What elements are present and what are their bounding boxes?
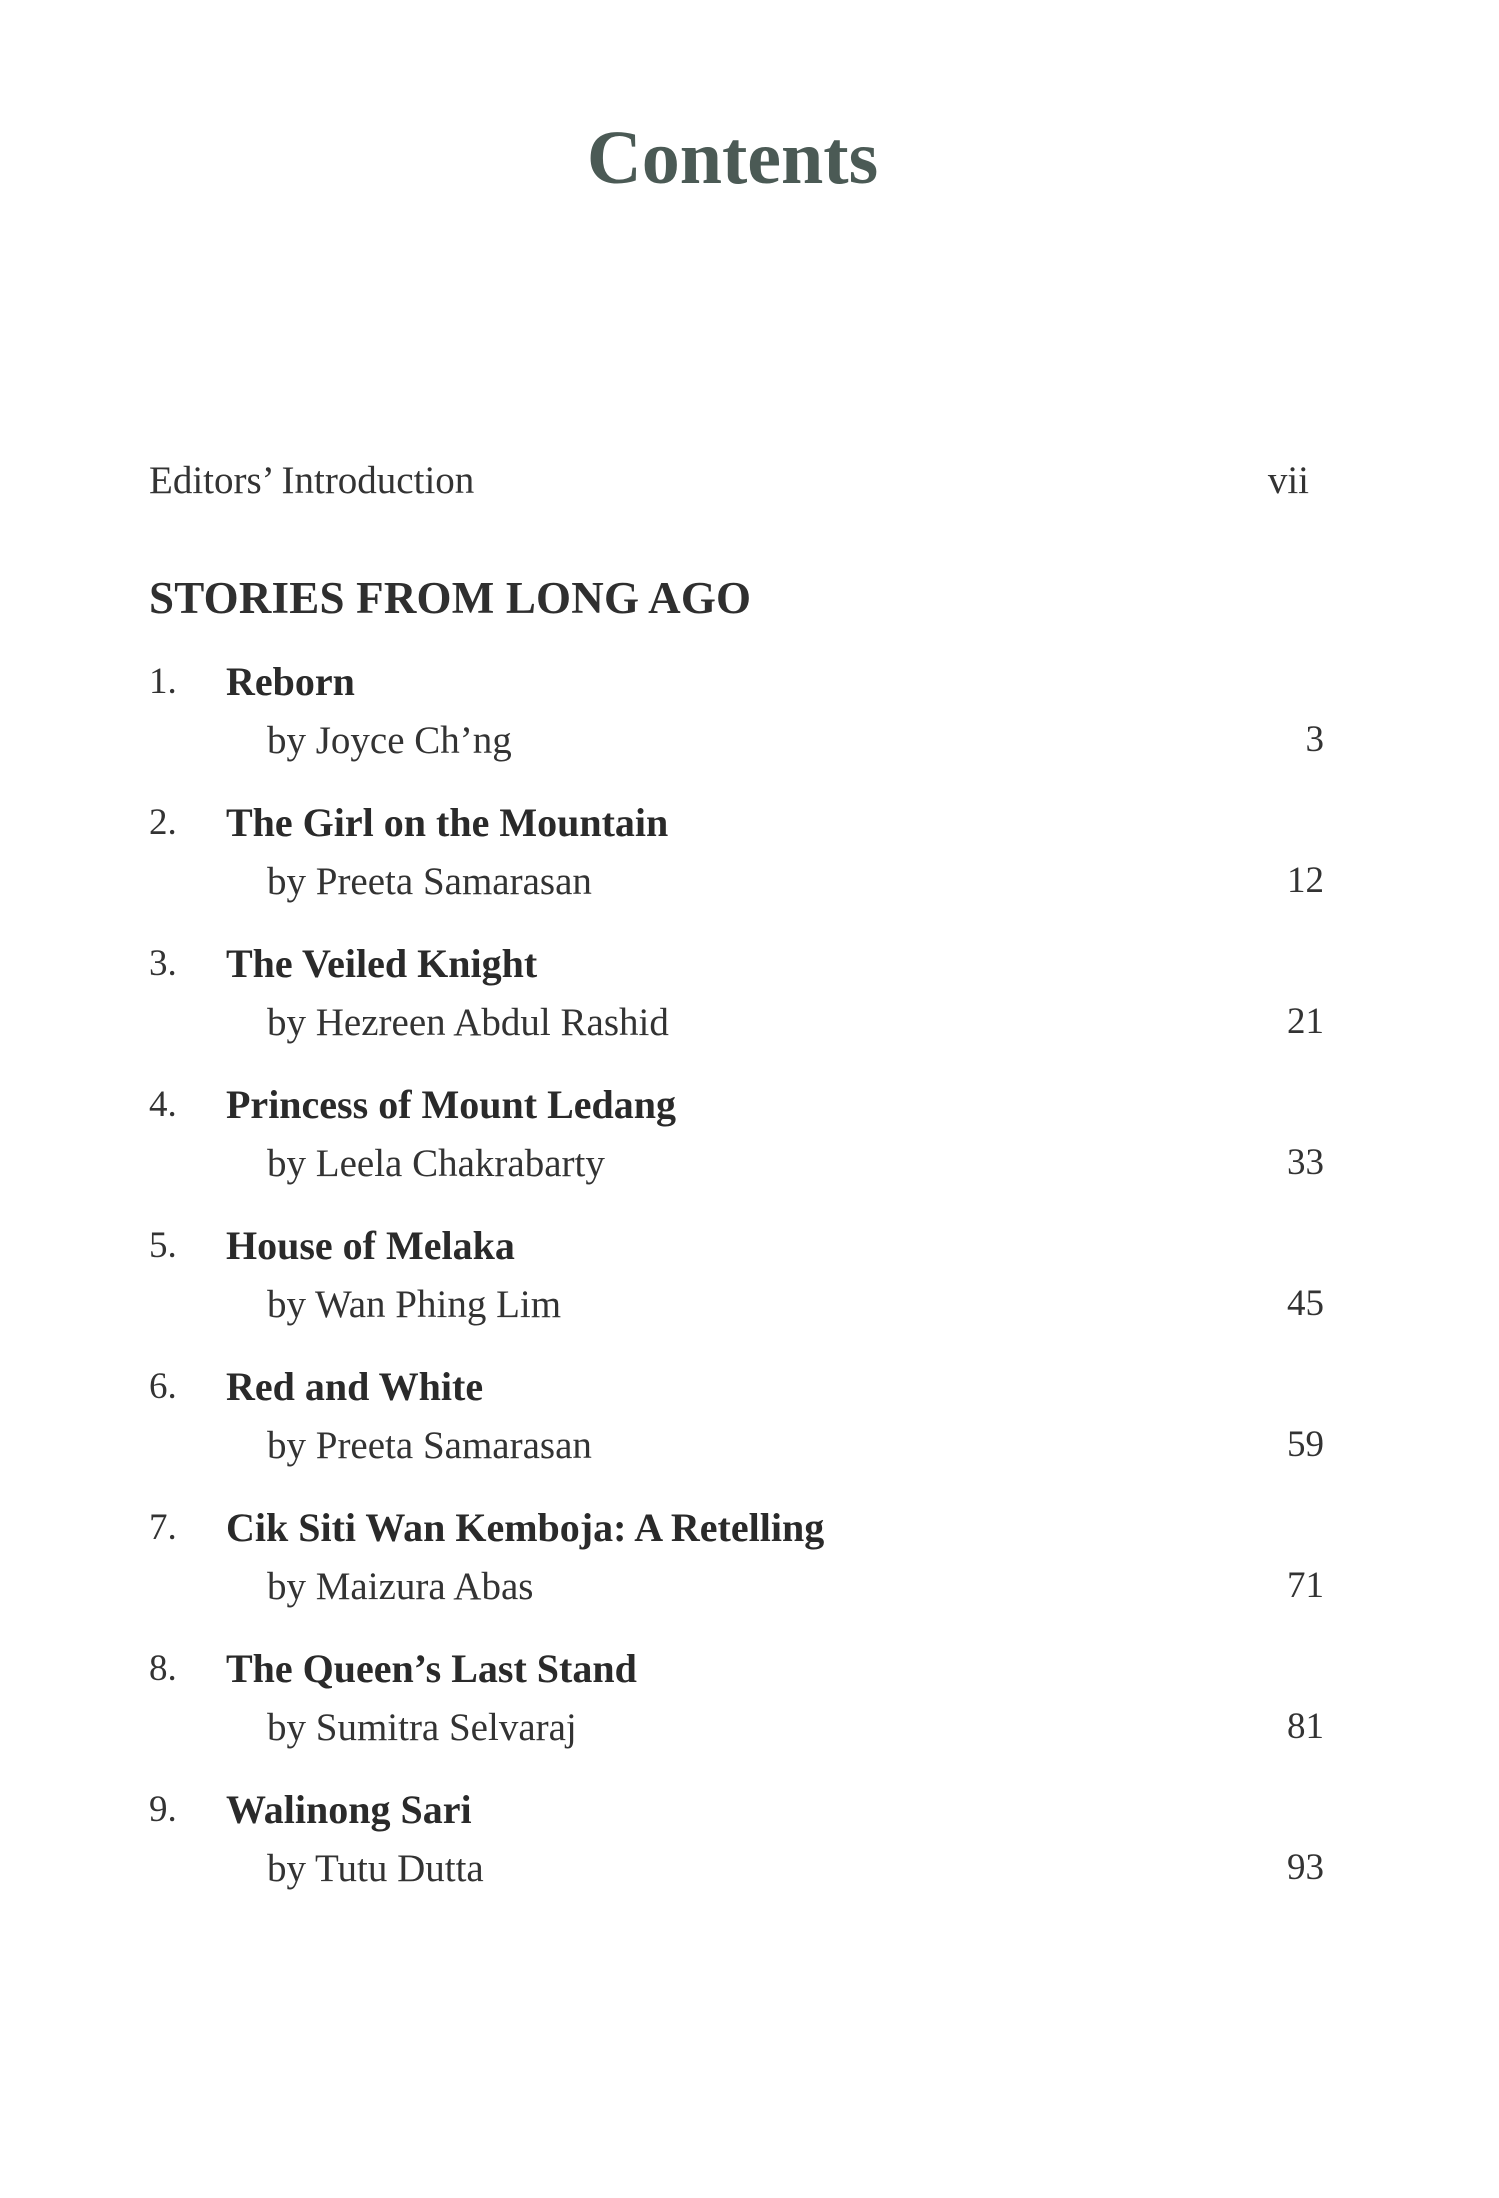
entry-title: Red and White xyxy=(226,1364,484,1409)
toc-entry[interactable] xyxy=(149,1365,1324,1506)
entry-author: by Wan Phing Lim xyxy=(267,1283,562,1326)
entry-number: 9. xyxy=(149,1789,177,1830)
toc-entry[interactable] xyxy=(149,1647,1324,1788)
entry-author: by Preeta Samarasan xyxy=(267,860,592,903)
toc-entry[interactable] xyxy=(149,801,1324,942)
entry-author: by Tutu Dutta xyxy=(267,1847,484,1890)
toc-entry-introduction[interactable] xyxy=(149,458,1309,508)
entry-title: Princess of Mount Ledang xyxy=(226,1082,676,1127)
entry-title: The Veiled Knight xyxy=(226,941,538,986)
introduction-title: Editors’ Introduction xyxy=(149,459,475,502)
toc-list xyxy=(149,660,1324,1929)
entry-number: 4. xyxy=(149,1084,177,1125)
entry-page-number: 12 xyxy=(1287,860,1324,901)
toc-entry[interactable] xyxy=(149,1788,1324,1929)
entry-page-number: 81 xyxy=(1287,1706,1324,1747)
introduction-page-number: vii xyxy=(1267,459,1309,502)
toc-entry[interactable] xyxy=(149,1224,1324,1365)
entry-author: by Maizura Abas xyxy=(267,1565,534,1608)
entry-author: by Preeta Samarasan xyxy=(267,1424,592,1467)
entry-page-number: 71 xyxy=(1287,1565,1324,1606)
entry-page-number: 59 xyxy=(1287,1424,1324,1465)
entry-number: 3. xyxy=(149,943,177,984)
page-title: Contents xyxy=(586,116,879,200)
entry-title: House of Melaka xyxy=(226,1223,515,1268)
entry-title: Cik Siti Wan Kemboja: A Retelling xyxy=(226,1505,825,1550)
entry-page-number: 3 xyxy=(1305,719,1324,760)
entry-number: 2. xyxy=(149,802,177,843)
section-heading: STORIES FROM LONG AGO xyxy=(149,573,752,623)
entry-number: 8. xyxy=(149,1648,177,1689)
entry-author: by Sumitra Selvaraj xyxy=(267,1706,577,1749)
toc-entry[interactable] xyxy=(149,942,1324,1083)
entry-page-number: 33 xyxy=(1287,1142,1324,1183)
entry-author: by Joyce Ch’ng xyxy=(267,719,512,762)
entry-title: The Girl on the Mountain xyxy=(226,800,669,845)
entry-title: Walinong Sari xyxy=(226,1787,472,1832)
entry-number: 6. xyxy=(149,1366,177,1407)
toc-entry[interactable] xyxy=(149,1083,1324,1224)
entry-page-number: 93 xyxy=(1287,1847,1324,1888)
entry-number: 7. xyxy=(149,1507,177,1548)
entry-title: The Queen’s Last Stand xyxy=(226,1646,637,1691)
entry-page-number: 45 xyxy=(1287,1283,1324,1324)
entry-author: by Hezreen Abdul Rashid xyxy=(267,1001,669,1044)
entry-number: 1. xyxy=(149,661,177,702)
entry-author: by Leela Chakrabarty xyxy=(267,1142,605,1185)
toc-entry[interactable] xyxy=(149,660,1324,801)
entry-number: 5. xyxy=(149,1225,177,1266)
entry-title: Reborn xyxy=(226,659,355,704)
toc-entry[interactable] xyxy=(149,1506,1324,1647)
entry-page-number: 21 xyxy=(1287,1001,1324,1042)
